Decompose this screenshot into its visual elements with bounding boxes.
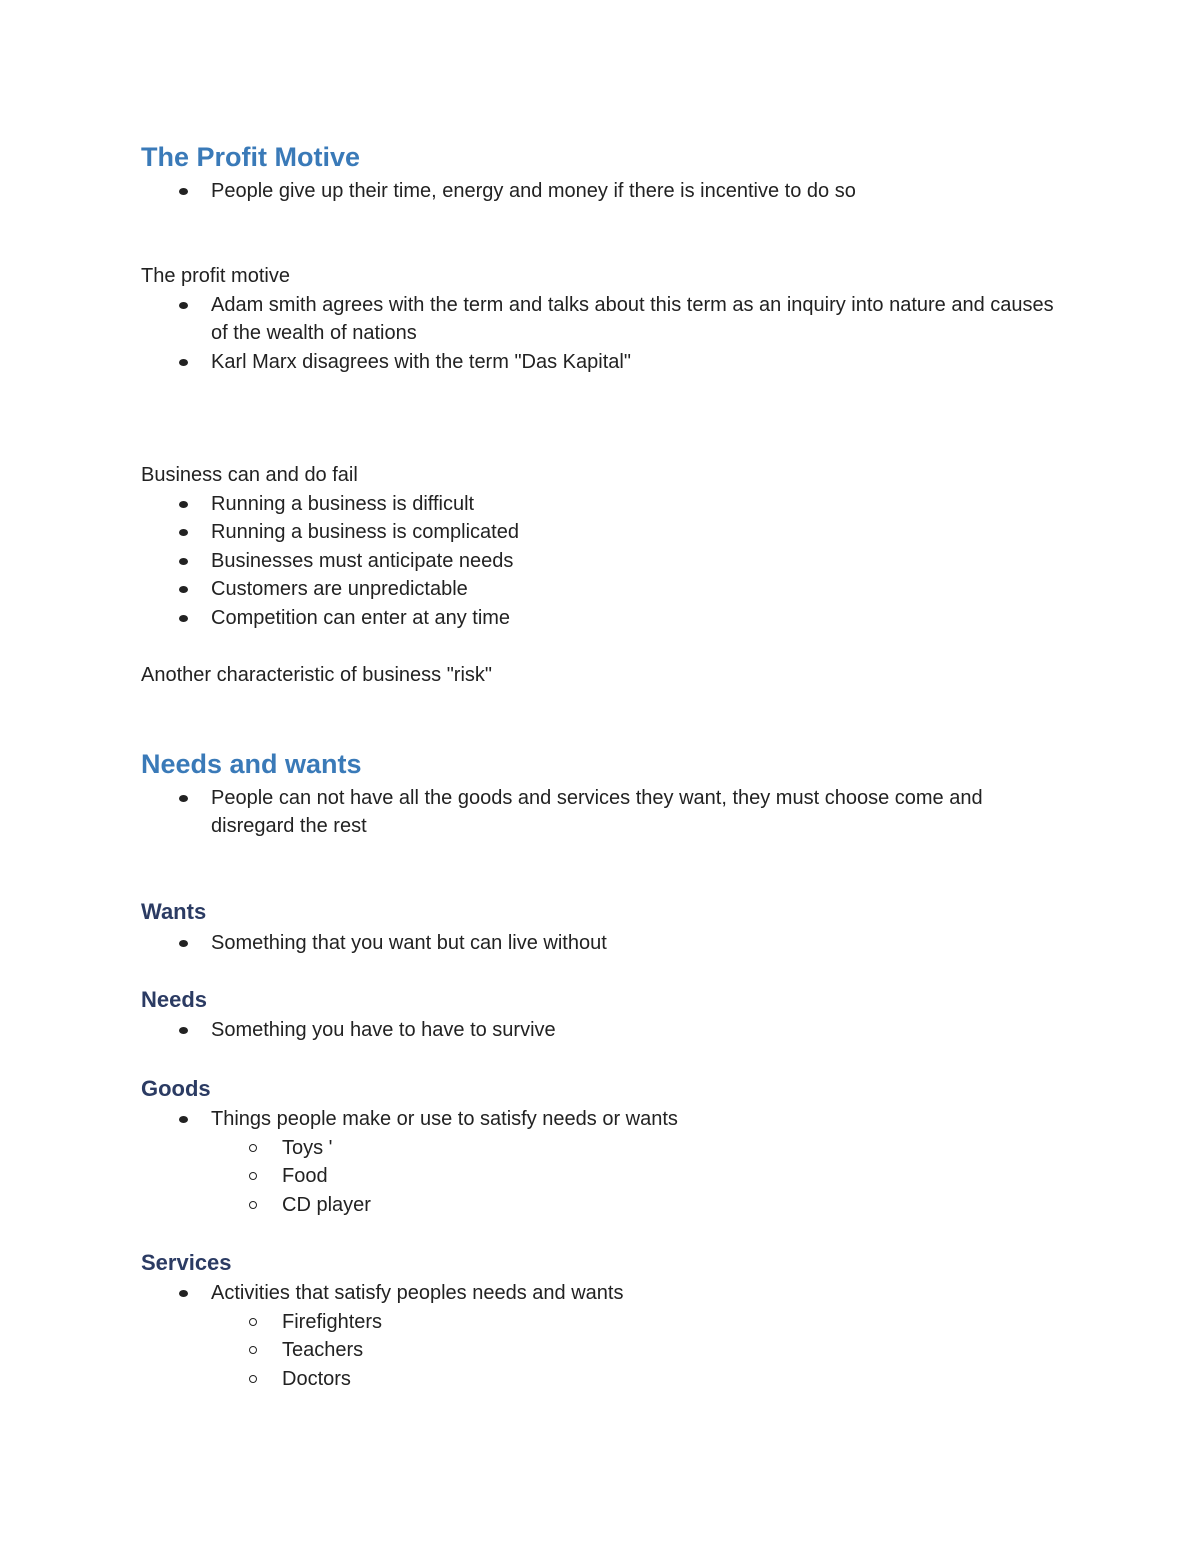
list-item: Activities that satisfy peoples needs and wants	[211, 1279, 1061, 1307]
list-item: Running a business is difficult	[211, 490, 1061, 518]
sub-list-item: Toys '	[282, 1134, 982, 1162]
list-item: Adam smith agrees with the term and talks about this term as an inquiry into nature and causes of the wealth of nations	[211, 291, 1061, 348]
list-item: Competition can enter at any time	[211, 604, 1061, 632]
sub-list-item: Doctors	[282, 1365, 982, 1393]
needs-and-wants-list	[211, 784, 1061, 841]
sub-list-item: Firefighters	[282, 1308, 982, 1336]
list-item: Running a business is complicated	[211, 518, 1061, 546]
sub-list-item: CD player	[282, 1191, 982, 1219]
services-list	[211, 1279, 1061, 1307]
goods-list	[211, 1105, 1061, 1133]
list-item: Businesses must anticipate needs	[211, 547, 1061, 575]
services-sub-list	[282, 1308, 982, 1393]
list-item: Things people make or use to satisfy needs or wants	[211, 1105, 1061, 1133]
heading-profit-motive: The Profit Motive	[141, 142, 361, 172]
label-business-risk: Another characteristic of business "risk"	[141, 664, 493, 686]
profit-motive-note-list	[211, 291, 1061, 376]
label-business-fail: Business can and do fail	[141, 464, 358, 486]
needs-list	[211, 1016, 1061, 1044]
list-item: People can not have all the goods and services they want, they must choose come and disregard the rest	[211, 784, 1061, 841]
list-item: People give up their time, energy and money if there is incentive to do so	[211, 177, 1061, 205]
label-profit-motive: The profit motive	[141, 265, 290, 287]
list-item: Karl Marx disagrees with the term "Das Kapital"	[211, 348, 1061, 376]
heading-goods: Goods	[141, 1076, 211, 1101]
heading-needs: Needs	[141, 987, 208, 1012]
business-fail-list	[211, 490, 1061, 632]
goods-sub-list	[282, 1134, 982, 1219]
list-item: Something that you want but can live without	[211, 929, 1061, 957]
sub-list-item: Teachers	[282, 1336, 982, 1364]
list-item: Customers are unpredictable	[211, 575, 1061, 603]
wants-list	[211, 929, 1061, 957]
heading-needs-and-wants: Needs and wants	[141, 749, 362, 779]
profit-motive-list	[211, 177, 1061, 205]
heading-wants: Wants	[141, 899, 207, 924]
list-item: Something you have to have to survive	[211, 1016, 1061, 1044]
sub-list-item: Food	[282, 1162, 982, 1190]
heading-services: Services	[141, 1250, 232, 1275]
